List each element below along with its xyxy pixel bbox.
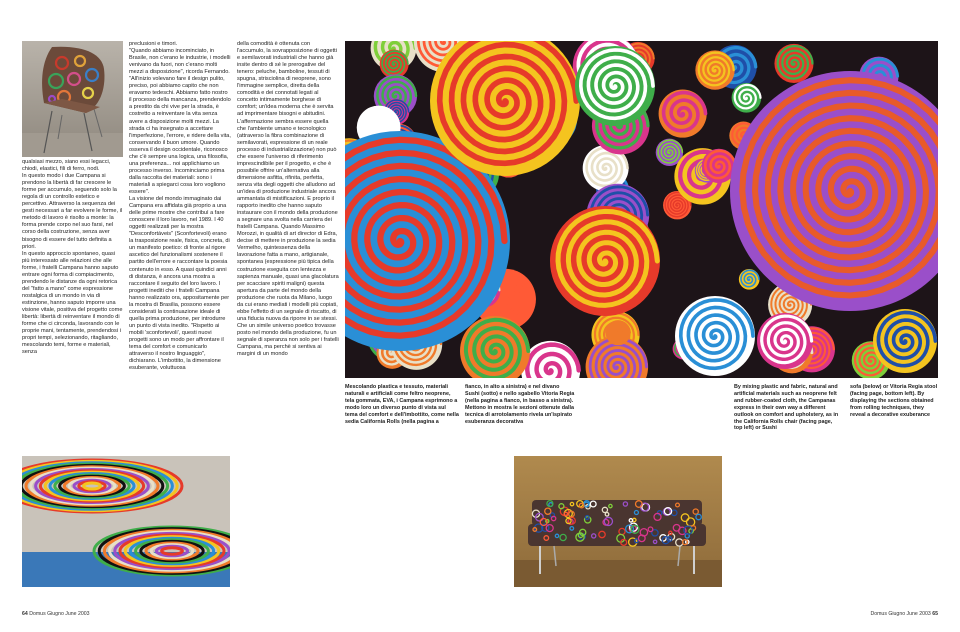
caption-english-2: sofa (below) or Vitoria Regia stool (facing page, bottom left). By displaying the sections obtained from rolling techniques, they reveal a decorative exuberance <box>850 384 938 418</box>
article-column-3: della comodità è ottenuta con l'accumulo, la sovrapposizione di oggetti e semilavorati industriali che hanno già insite dentro di sé le prerogative del tenero: peluche, bamboline, tessuti di spugna, strisciolina di neoprene, sono l'immagine semplice, diretta della comodità e dei connotati legati al concetto intimamente borghese di comfort; un'idea moderna che è servita ad imprimentare bisogni e abitudini. L'affermazione sembra essere quella che l'ambiente umano e tecnologico (attraverso la fibra combinazione di semilavorati, espressione di un reale processo di industrializzazione) non può che essere l'universo di riferimento imprescindibile per il progetto, e che è possibile offrire un'alternativa alla dimensione asfitta, rifinita, perfetta, senza vita degli oggetti che alludono ad un'idea di produzione industriale ancora ammantata di mistificazioni. E proprio il rapporto inedito che hanno saputo instaurare con il mondo della produzione a segnare una svolta nella carriera dei fratelli Campana. Quando Massimo Morozzi, in qualità di art director di Edra, decise di mettere in produzione la sedia Vermelho, quintessenza della lavorazione fatta a mano, artigianale, spontanea (espressione più tipica della costruzione eseguita con lentezza e sapienza manuale, quasi una glacolatura per scacciare spiriti maligni) questa apertura da parte del mondo della produzione che ruota da Milano, luogo da cui erano mediati i modelli più copiati, ebbe l'effetto di un segnale di riscatto, di una fiducia nuova da riporre in se stessi. Che un simile universo poetico trovasse posto nel mondo della produzione, fu un segnale di speranza non solo per i fratelli Campana, ma perchè si sentiva ai margini di un mondo <box>237 41 339 358</box>
folio-left-text: Domus Giugno June 2003 <box>29 611 90 617</box>
caption-italian-2: fianco, in alto a sinistra) e nel divano Sushi (sotto) e nello sgabello Vitoria Regia (nella pagina a fianco, in basso a sinistra). Mettono in mostra le sezioni ottenute dalla tecnica di arrotolamento rivela un'ispirato esuberanza decorativa <box>465 384 575 425</box>
page-number-left: 64 <box>22 611 28 617</box>
chair-photo <box>22 41 123 157</box>
sofa-photo <box>514 456 722 587</box>
folio-right-text: Domus Giugno June 2003 <box>870 611 931 617</box>
folio-left <box>22 611 90 617</box>
stool-photo <box>22 456 230 587</box>
article-column-2: preclusioni e timori. "Quando abbiamo incominciato, in Brasile, non c'erano le industrie, i modelli venivano da fuori, non c'erano molti mezzi a disposizione", ricorda Fernando. "All'inizio volevano fare il design pulito, preciso, poi abbiamo capito che non eravamo tedeschi. Abbiamo fatto nostro il processo della mancanza, prendendolo a prestito da chi vive per la strada, è costretto a reinventare la vita senza avere a disposizione molti mezzi. La strada ci ha insegnato a accettare l'imperfezione, l'errore, e ridere della vita, conservando il buon umore. Quando osserva il design occidentale, riconosco che c'è sempre una logica, una filosofia, una preferenza... noi applichiamo un processo inverso. Incominciamo prima dalla raccolta dei materiali: sono i materiali a spiegarci cosa loro vogliono essere". La visione del mondo immaginato dai Campana era affidata già proprio a una delle prime mostre che contribuì a fare conoscere il loro lavoro, nel 1989. I 40 oggetti realizzati per la mostra "Desconfortáveis" (Sconfortevoli) erano la trasposizione reale, fisica, concreta, di un manifesto poetico: di fronte al rigore ascetico del funzionalismi sostenere il partito dell'errore e raccontare la poesia contenuto in esso. A quasi quindici anni di distanza, è ancora una mostra a raccontare il seguito del loro lavoro. I progetti inediti che i fratelli Campana hanno realizzato ora, appositamente per la mostra di Brasilia, possono essere considerati la continuazione ideale di quella prima produzione, per introdurre un punto di vista inedito. "Rispetto ai mobili 'sconfortevoli', questi nuovi progetti sono un modo per affrontare il tema del comfort e comunicarlo attraverso il nostro linguaggio", dichiarano. L'imbottito, la dimensione esuberante, voluttuosa <box>129 41 231 372</box>
caption-english-1: By mixing plastic and fabric, natural and artificial materials such as neoprene felt and rubber-coated cloth, the Campanas express in their own way a different outlook on comfort and upholstery, as in the California Rolls chair (facing page, top left) or Sushi <box>734 384 839 432</box>
article-column-1: qualsiasi mezzo, siano essi legacci, chiodi, elastici, fili di ferro, nodi. In questo modo i due Campana si prendono la libertà di far crescere le forme per accumulo, seguendo solo la regola di un controllo estetico e percettivo. Attraverso la sequenza dei gesti necessari a far evolvere le forme, il metodo di lavoro è risolto a monte: la forma prende corpo nel suo farsi, nel corso della costruzione, senza aver bisogno di essere del tutto definita a priori. In questo approccio spontaneo, quasi più interessato alle relazioni che alle forme, i fratelli Campana hanno saputo entrare ogni forma di compiacimento, prendendo le distanze da ogni retorica del "fatto a mano" come espressione nostalgica di un mondo in via di estinzione, hanno saputo imporre una visione vitale, positiva del progetto come libertà: libertà di reinventare il mondo di forme che ci circonda, lavorando con le proprie mani, tentamente, prendendosi i propri tempi, selezionando, ritagliando, mescolando temi, forme e materiali, senza <box>22 159 123 356</box>
caption-italian-1: Mescolando plastica e tessuto, materiali naturali e artificiali come feltro neoprene, tela gommata, EVA, i Campana esprimono a modo loro un diverso punto di vista sul tema del comfort e dell'imbottito, come nella sedia California Rolls (nella pagina a <box>345 384 459 425</box>
spiral-detail-photo <box>345 41 938 378</box>
page-number-right: 65 <box>932 611 938 617</box>
folio-right <box>870 611 938 617</box>
